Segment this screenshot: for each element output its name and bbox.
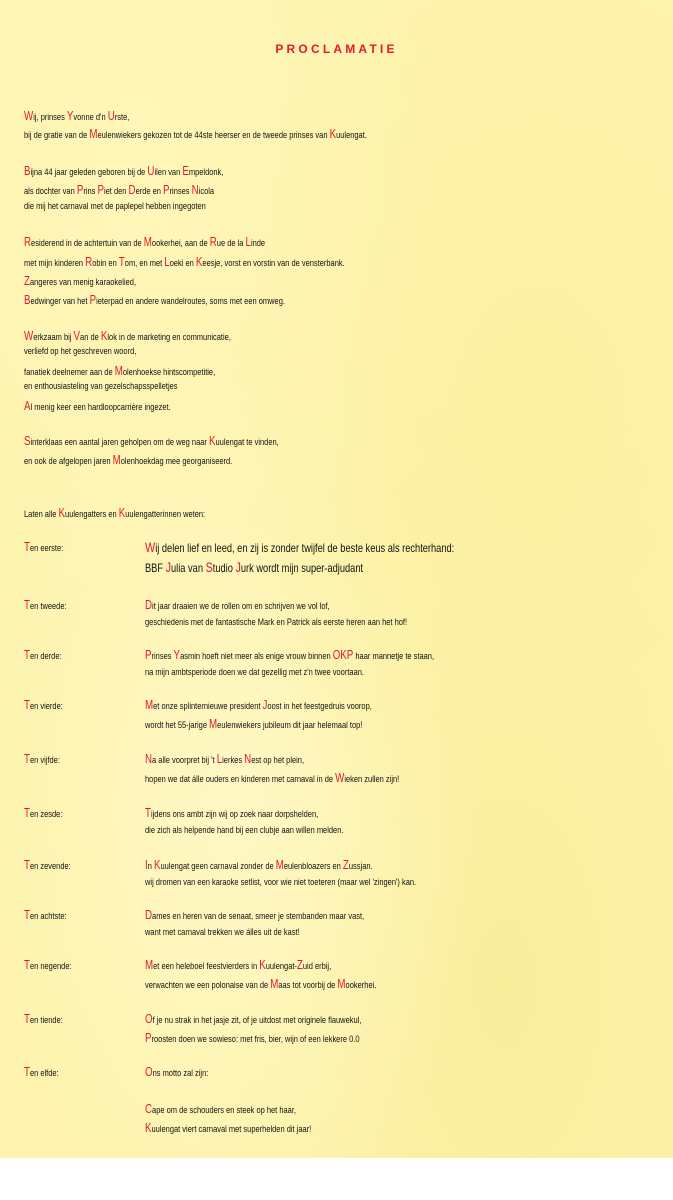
text-segment: uulengatters en (65, 509, 119, 520)
text-segment: a alle voorpret bij 't (152, 755, 217, 766)
decree-line (145, 598, 330, 612)
text-segment: wordt het 55-jarige (145, 719, 210, 731)
highlight-initial: Y (66, 109, 74, 123)
highlight-initial: A (24, 399, 31, 413)
highlight-initial: T (24, 1012, 30, 1026)
text-segment: als dochter van (24, 186, 77, 197)
highlight-initial: W (24, 109, 34, 123)
decree-label (24, 698, 63, 712)
highlight-initial: J (165, 560, 172, 575)
highlight-initial: C (145, 1102, 153, 1116)
text-segment: et een heleboel feestvierders in (153, 961, 260, 972)
highlight-initial: J (235, 560, 241, 575)
decree-line (145, 698, 372, 712)
text-segment: rinses (151, 651, 174, 662)
decree-line (145, 1012, 361, 1026)
decree-label (24, 598, 67, 612)
intro-line (24, 506, 205, 520)
decree-label (24, 858, 71, 872)
highlight-initial: T (24, 752, 30, 766)
decree-label (24, 806, 62, 820)
text-segment: en ook de afgelopen jaren (24, 456, 113, 467)
decree-line (145, 877, 416, 888)
highlight-initial: P (76, 183, 84, 197)
text-segment: ij, prinses (33, 112, 67, 123)
text-segment: eulenbloazers en (283, 861, 343, 872)
highlight-initial: T (24, 908, 30, 922)
intro-line (24, 293, 285, 307)
intro-line (24, 235, 265, 249)
decree-line (145, 1031, 359, 1045)
text-segment: verliefd op het geschreven woord, (24, 346, 137, 357)
highlight-initial: U (147, 164, 155, 178)
highlight-initial: W (145, 540, 156, 555)
highlight-initial: T (118, 255, 125, 269)
decree-line (145, 858, 373, 872)
highlight-initial: W (335, 770, 345, 785)
text-segment: ookerhei, aan de (151, 238, 210, 249)
text-segment: uulengatterinnen weten: (125, 509, 206, 520)
text-segment: ieken zullen zijn! (344, 773, 400, 785)
page-title: PROCLAMATIE (275, 42, 398, 56)
highlight-initial: S (24, 434, 31, 448)
text-segment: die zich als helpende hand bij een clubje aan willen melden. (145, 824, 344, 836)
text-segment: eulenwiekers gekozen tot de 44ste heerser en de tweede prinses van (97, 130, 330, 141)
highlight-initial: K (208, 434, 216, 448)
text-segment: en negende: (29, 961, 72, 972)
decree-label (24, 752, 60, 766)
text-segment: fanatiek deelnemer aan de (24, 367, 115, 378)
decree-line (145, 667, 364, 678)
intro-line (24, 434, 279, 448)
highlight-initial: O (145, 1065, 153, 1079)
text-segment: ijdens ons ambt zijn wij op zoek naar dorpshelden, (150, 809, 319, 820)
text-segment: en zevende: (29, 861, 71, 872)
decree-line (145, 717, 362, 731)
highlight-initial: M (337, 976, 346, 991)
text-segment: Laten alle (24, 509, 59, 520)
decree-label (24, 1065, 59, 1079)
highlight-initial: K (153, 858, 161, 872)
highlight-initial: T (24, 540, 30, 554)
text-segment: an de (80, 332, 101, 343)
text-segment: asmin hoeft niet meer als enige vrouw binnen (180, 651, 333, 662)
highlight-initial: M (145, 698, 154, 712)
intro-line (24, 127, 367, 141)
text-segment: est op het plein, (251, 755, 305, 766)
intro-line (24, 346, 136, 357)
decree-line (145, 771, 399, 785)
highlight-initial: L (164, 255, 170, 269)
highlight-initial: D (145, 908, 153, 922)
intro-line (24, 255, 345, 269)
text-segment: ape om de schouders en steek op het haar, (152, 1105, 296, 1116)
decree-line (145, 927, 300, 938)
text-segment: iet den (103, 186, 129, 197)
decree-line (145, 958, 331, 972)
highlight-initial: P (89, 293, 97, 307)
text-segment: eulenwiekers jubileum dit jaar helemaal top! (217, 719, 363, 731)
highlight-initial: I (145, 858, 148, 872)
highlight-initial: B (24, 164, 31, 178)
highlight-initial: OKP (332, 648, 354, 662)
highlight-initial: M (112, 453, 121, 467)
text-segment: n (147, 861, 154, 872)
text-segment: uulengat- (265, 961, 297, 972)
text-segment: want met carnaval trekken we álles uit de kast! (145, 926, 300, 938)
highlight-initial: K (195, 255, 203, 269)
highlight-initial: M (145, 958, 154, 972)
highlight-initial: Z (296, 958, 303, 972)
intro-line (24, 109, 129, 123)
highlight-initial: W (24, 329, 34, 343)
highlight-initial: M (143, 235, 152, 249)
highlight-initial: U (107, 109, 115, 123)
text-segment: ulia van (171, 562, 206, 575)
text-segment: ookerhei. (345, 979, 377, 991)
text-segment: ns motto zal zijn: (152, 1068, 209, 1079)
text-segment: ussjan. (348, 861, 373, 872)
decree-line (145, 1102, 296, 1116)
text-segment: wij dromen van een karaoke setlist, voor wie niet toeteren (maar wel 'zingen') kan. (145, 876, 417, 888)
highlight-initial: M (209, 716, 218, 731)
intro-line (24, 364, 215, 378)
text-segment: ierkes (222, 755, 245, 766)
highlight-initial: K (329, 127, 337, 141)
decree-label (24, 540, 63, 554)
text-segment: verwachten we een polonaise van de (145, 979, 271, 991)
decree-line (145, 806, 318, 820)
highlight-initial: T (24, 598, 30, 612)
text-segment: die mij het carnaval met de paplepel hebben ingegoten (24, 201, 206, 212)
text-segment: haar mannetje te staan, (353, 651, 435, 662)
highlight-initial: K (100, 329, 108, 343)
highlight-initial: T (24, 648, 30, 662)
text-segment: uid erbij, (302, 961, 332, 972)
text-segment: roosten doen we sowieso: met fris, bier, wijn of een lekkere 0.0 (151, 1033, 360, 1045)
text-segment: en vierde: (29, 701, 63, 712)
highlight-initial: D (128, 183, 136, 197)
text-segment: en derde: (29, 651, 62, 662)
text-segment: en eerste: (29, 543, 64, 554)
text-segment: en achtste: (29, 911, 67, 922)
text-segment: tudio (212, 562, 236, 575)
text-segment: aas tot voorbij de (278, 979, 338, 991)
highlight-initial: L (216, 752, 223, 766)
highlight-initial: Y (173, 648, 181, 662)
highlight-initial: Z (342, 858, 349, 872)
text-segment: ue de la (216, 238, 246, 249)
text-segment: en zesde: (29, 809, 63, 820)
text-segment: l menig keer een hardloopcarrière ingezet. (30, 402, 171, 413)
text-segment: erkzaam bij (33, 332, 74, 343)
highlight-initial: R (209, 235, 217, 249)
text-segment: en vijfde: (29, 755, 60, 766)
highlight-initial: N (244, 752, 252, 766)
highlight-initial: K (58, 506, 66, 520)
text-segment: geschiedenis met de fantastische Mark en Patrick als eerste heren aan het hof! (145, 616, 408, 628)
decree-line (145, 752, 304, 766)
highlight-initial: M (114, 364, 123, 378)
decree-label (24, 648, 62, 662)
highlight-initial: R (24, 235, 32, 249)
text-segment: en tweede: (29, 601, 67, 612)
highlight-initial: V (73, 329, 81, 343)
text-segment: oeki en (169, 258, 196, 269)
text-segment: mpeldonk, (188, 167, 224, 178)
text-segment: met mijn kinderen (24, 258, 86, 269)
intro-line (24, 453, 232, 467)
highlight-initial: T (24, 858, 30, 872)
text-segment: erde en (135, 186, 164, 197)
decree-line (145, 977, 376, 991)
decree-line (145, 540, 454, 555)
text-segment: urk wordt mijn super-adjudant (240, 562, 364, 575)
text-segment: icola (198, 186, 215, 197)
highlight-initial: T (24, 958, 30, 972)
text-segment: ij delen lief en leed, en zij is zonder twijfel de beste keus als rechterhand: (155, 542, 455, 555)
highlight-initial: B (24, 293, 31, 307)
highlight-initial: T (24, 1065, 30, 1079)
intro-line (24, 201, 206, 212)
text-segment: om, en met (124, 258, 165, 269)
text-segment: oost in het feestgedruis voorop, (267, 701, 372, 712)
text-segment: interklaas een aantal jaren geholpen om de weg naar (30, 437, 209, 448)
text-segment: inde (250, 238, 266, 249)
highlight-initial: M (275, 858, 284, 872)
highlight-initial: O (145, 1012, 153, 1026)
decree-line (145, 560, 363, 575)
decree-line (145, 648, 434, 662)
highlight-initial: P (163, 183, 170, 197)
highlight-initial: P (145, 648, 152, 662)
text-segment: eesje, vorst en vorstin van de vensterbank. (202, 258, 345, 269)
text-segment: rinses (169, 186, 192, 197)
text-segment: olenhoekdag mee georganiseerd. (120, 456, 233, 467)
text-segment: vonne d'n (73, 112, 108, 123)
text-segment: lok in de marketing en communicatie, (107, 332, 231, 343)
highlight-initial: D (145, 598, 153, 612)
text-segment: olenhoekse hintscompetitie, (122, 367, 216, 378)
highlight-initial: N (191, 183, 199, 197)
highlight-initial: R (85, 255, 93, 269)
highlight-initial: N (145, 752, 153, 766)
highlight-initial: K (259, 958, 266, 972)
text-segment: BBF (145, 562, 166, 575)
text-segment: uulengat. (336, 130, 367, 141)
intro-line (24, 329, 231, 343)
intro-line (24, 274, 136, 288)
text-segment: ilen van (154, 167, 183, 178)
text-segment: edwinger van het (30, 296, 90, 307)
decree-line (145, 617, 407, 628)
text-segment: esiderend in de achtertuin van de (31, 238, 144, 249)
intro-line (24, 164, 223, 178)
text-segment: uulengat geen carnaval zonder de (160, 861, 276, 872)
text-segment: uulengat te vinden, (215, 437, 279, 448)
highlight-initial: L (245, 235, 251, 249)
text-segment: obin en (92, 258, 119, 269)
highlight-initial: M (270, 976, 279, 991)
highlight-initial: K (145, 1120, 152, 1135)
text-segment: na mijn ambtsperiode doen we dat gezellig met z'n twee voortaan. (145, 666, 364, 678)
text-segment: f je nu strak in het jasje zit, of je uitdost met originele flauwekul, (152, 1015, 362, 1026)
text-segment: bij de gratie van de (24, 130, 90, 141)
decree-line (145, 1121, 311, 1135)
highlight-initial: P (145, 1030, 152, 1045)
text-segment: ames en heren van de senaat, smeer je stembanden maar vast, (152, 911, 365, 922)
highlight-initial: T (24, 698, 30, 712)
decree-line (145, 908, 364, 922)
highlight-initial: P (97, 183, 104, 197)
text-segment: uulengat viert carnaval met superhelden dit jaar! (151, 1123, 312, 1135)
text-segment: it jaar draaien we de rollen om en schrijven we vol lof, (152, 601, 330, 612)
text-segment: ieterpad en andere wandelroutes, soms met een omweg. (96, 296, 285, 307)
decree-label (24, 908, 67, 922)
highlight-initial: T (145, 806, 151, 820)
decree-label (24, 958, 72, 972)
decree-label (24, 1012, 63, 1026)
highlight-initial: Z (24, 274, 30, 288)
text-segment: rins (83, 186, 98, 197)
intro-line (24, 399, 171, 413)
text-segment: ijna 44 jaar geleden geboren bij de (30, 167, 148, 178)
text-segment: en tiende: (29, 1015, 63, 1026)
highlight-initial: T (24, 806, 30, 820)
text-segment: en enthousiasteling van gezelschapsspelletjes (24, 381, 178, 392)
text-segment: hopen we dat álle ouders en kinderen met carnaval in de (145, 773, 336, 785)
text-segment: rste, (114, 112, 130, 123)
decree-line (145, 825, 343, 836)
highlight-initial: S (205, 560, 213, 575)
text-segment: en elfde: (29, 1068, 59, 1079)
highlight-initial: J (262, 698, 268, 712)
intro-line (24, 183, 214, 197)
decree-line (145, 1065, 208, 1079)
highlight-initial: M (89, 127, 98, 141)
text-segment: angeres van menig karaokelied, (29, 277, 137, 288)
highlight-initial: K (118, 506, 126, 520)
intro-line (24, 381, 178, 392)
highlight-initial: E (182, 164, 189, 178)
text-segment: et onze splinternieuwe president (153, 701, 263, 712)
